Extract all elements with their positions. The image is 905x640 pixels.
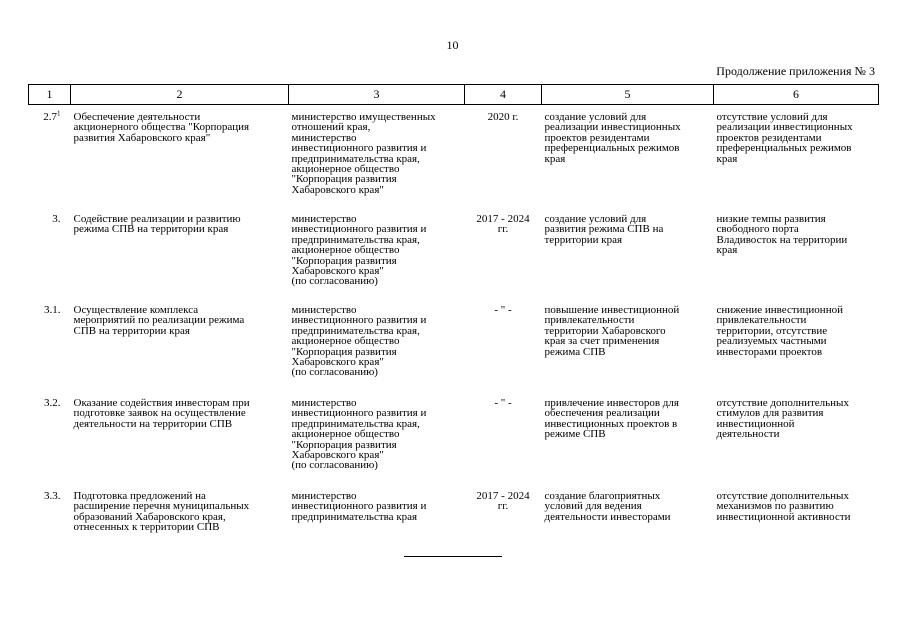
cell-text-line: акционерное общество bbox=[291, 428, 400, 441]
cell-number bbox=[29, 484, 71, 541]
table-row bbox=[29, 207, 879, 298]
cell-text-line: территории Хабаровского bbox=[544, 324, 666, 337]
cell-text-line: министерство имущественных bbox=[291, 111, 436, 123]
cell-text-line: Хабаровского края" bbox=[291, 449, 384, 462]
cell-text-line: 2017 - 2024 bbox=[476, 490, 530, 502]
cell-text-line: (по согласованию) bbox=[291, 275, 378, 288]
cell-text-line: преференциальных режимов bbox=[716, 142, 852, 155]
cell-text-line: отсутствие условий для bbox=[716, 111, 828, 123]
cell-risk bbox=[714, 298, 879, 391]
cell-text-line: отсутствие дополнительных bbox=[716, 397, 849, 409]
table-row bbox=[29, 298, 879, 391]
cell-executor bbox=[289, 298, 465, 391]
cell-text-line: Осуществление комплекса bbox=[73, 304, 199, 316]
row-number: 3.1. bbox=[44, 304, 61, 316]
cell-text-line: 2017 - 2024 bbox=[476, 213, 530, 225]
cell-text-line: министерство bbox=[291, 213, 357, 225]
continuation-title: Продолжение приложения № 3 bbox=[716, 64, 875, 78]
cell-result bbox=[542, 391, 714, 484]
row-number-superscript: 1 bbox=[57, 109, 61, 118]
cell-text-line: Подготовка предложений на bbox=[73, 490, 206, 502]
cell-risk bbox=[714, 105, 879, 208]
footnote-rule bbox=[404, 556, 502, 557]
cell-text-line: гг. bbox=[497, 500, 509, 513]
cell-result bbox=[542, 105, 714, 208]
cell-text-line: инвестиционной bbox=[716, 417, 795, 430]
cell-executor bbox=[289, 391, 465, 484]
table-row bbox=[29, 484, 879, 541]
cell-text-line: "Корпорация развития bbox=[291, 345, 397, 358]
cell-text-line: расширение перечня муниципальных bbox=[73, 500, 250, 513]
cell-text-line: развития режима СПВ на bbox=[544, 223, 664, 236]
cell-term bbox=[465, 105, 542, 208]
cell-text-line: - " - bbox=[494, 304, 512, 316]
column-header: 5 bbox=[542, 85, 714, 105]
cell-action bbox=[71, 207, 289, 298]
cell-risk bbox=[714, 484, 879, 541]
cell-text-line: предпринимательства края, bbox=[291, 324, 420, 337]
cell-action bbox=[71, 105, 289, 208]
row-number: 3.3. bbox=[44, 490, 61, 502]
cell-text-line: предпринимательства края, bbox=[291, 233, 420, 246]
cell-text-line: территории края bbox=[544, 233, 623, 246]
cell-text-line: предпринимательства края, bbox=[291, 417, 420, 430]
cell-term bbox=[465, 391, 542, 484]
cell-text-line: инвесторами проектов bbox=[716, 345, 823, 358]
cell-text-line: акционерного общества "Корпорация bbox=[73, 121, 250, 134]
cell-text-line: инвестиционного развития и bbox=[291, 314, 427, 327]
cell-text-line: Оказание содействия инвесторам при bbox=[73, 397, 250, 409]
cell-text-line: акционерное общество bbox=[291, 335, 400, 348]
cell-text-line: (по согласованию) bbox=[291, 459, 378, 472]
cell-result bbox=[542, 298, 714, 391]
column-header: 3 bbox=[289, 85, 465, 105]
cell-text-line: инвестиционного развития и bbox=[291, 500, 427, 513]
cell-text-line: деятельности на территории СПВ bbox=[73, 417, 233, 430]
cell-text-line: края bbox=[716, 244, 738, 257]
cell-executor bbox=[289, 105, 465, 208]
cell-executor bbox=[289, 484, 465, 541]
cell-text-line: "Корпорация развития bbox=[291, 438, 397, 451]
cell-text-line: развития Хабаровского края" bbox=[73, 131, 211, 144]
cell-text-line: мероприятий по реализации режима bbox=[73, 314, 245, 327]
cell-text-line: "Корпорация развития bbox=[291, 173, 397, 186]
cell-text-line: инвестиционного развития и bbox=[291, 223, 427, 236]
table-row bbox=[29, 105, 879, 208]
cell-text-line: режима СПВ bbox=[544, 345, 606, 358]
cell-text-line: привлечение инвесторов для bbox=[544, 397, 679, 409]
cell-text-line: инвестиционной активности bbox=[716, 510, 851, 523]
cell-text-line: привлекательности bbox=[544, 314, 635, 327]
cell-text-line: инвестиционного развития и bbox=[291, 142, 427, 155]
column-header: 4 bbox=[465, 85, 542, 105]
cell-text-line: отнесенных к территории СПВ bbox=[73, 521, 220, 534]
cell-term bbox=[465, 484, 542, 541]
cell-text-line: проектов резидентами bbox=[716, 131, 822, 144]
cell-text-line: Хабаровского края" bbox=[291, 183, 384, 196]
row-number: 2.7 bbox=[43, 111, 57, 123]
cell-text-line: министерство bbox=[291, 131, 357, 144]
cell-text-line: создание благоприятных bbox=[544, 490, 661, 502]
row-number: 3.2. bbox=[44, 397, 61, 409]
cell-text-line: акционерное общество bbox=[291, 244, 400, 257]
cell-text-line: инвестиционного развития и bbox=[291, 407, 427, 420]
cell-action bbox=[71, 484, 289, 541]
cell-text-line: края bbox=[716, 152, 738, 165]
cell-number bbox=[29, 207, 71, 298]
cell-text-line: образований Хабаровского края, bbox=[73, 510, 226, 523]
row-number: 3. bbox=[52, 213, 61, 225]
cell-text-line: обеспечения реализации bbox=[544, 407, 660, 420]
cell-text-line: условий для ведения bbox=[544, 500, 642, 513]
cell-text-line: подготовке заявок на осуществление bbox=[73, 407, 246, 420]
cell-text-line: деятельности инвесторами bbox=[544, 510, 671, 523]
cell-text-line: территории, отсутствие bbox=[716, 324, 828, 337]
cell-text-line: свободного порта bbox=[716, 223, 799, 236]
cell-text-line: деятельности bbox=[716, 428, 780, 441]
cell-text-line: низкие темпы развития bbox=[716, 213, 826, 225]
cell-text-line: "Корпорация развития bbox=[291, 254, 397, 267]
cell-text-line: Хабаровского края" bbox=[291, 265, 384, 278]
cell-term bbox=[465, 298, 542, 391]
cell-text-line: Владивосток на территории bbox=[716, 233, 848, 246]
cell-text-line: СПВ на территории края bbox=[73, 324, 190, 337]
cell-text-line: гг. bbox=[497, 223, 509, 236]
cell-text-line: - " - bbox=[494, 397, 512, 409]
cell-number bbox=[29, 298, 71, 391]
cell-text-line: снижение инвестиционной bbox=[716, 304, 843, 316]
cell-text-line: предпринимательства края, bbox=[291, 152, 420, 165]
cell-number bbox=[29, 105, 71, 208]
cell-text-line: (по согласованию) bbox=[291, 366, 378, 379]
table-row bbox=[29, 391, 879, 484]
cell-text-line: Содействие реализации и развитию bbox=[73, 213, 241, 225]
cell-text-line: края bbox=[544, 152, 566, 165]
cell-text-line: повышение инвестиционной bbox=[544, 304, 680, 316]
cell-text-line: 2020 г. bbox=[487, 111, 519, 123]
cell-text-line: Обеспечение деятельности bbox=[73, 111, 201, 123]
cell-text-line: механизмов по развитию bbox=[716, 500, 834, 513]
cell-text-line: привлекательности bbox=[716, 314, 807, 327]
cell-text-line: стимулов для развития bbox=[716, 407, 824, 420]
header-row bbox=[29, 85, 879, 105]
cell-text-line: Хабаровского края" bbox=[291, 356, 384, 369]
cell-text-line: проектов резидентами bbox=[544, 131, 650, 144]
cell-term bbox=[465, 207, 542, 298]
cell-action bbox=[71, 391, 289, 484]
column-header: 6 bbox=[714, 85, 879, 105]
cell-text-line: инвестиционных проектов в bbox=[544, 417, 678, 430]
cell-text-line: министерство bbox=[291, 304, 357, 316]
cell-text-line: создание условий для bbox=[544, 213, 647, 225]
cell-text-line: преференциальных режимов bbox=[544, 142, 680, 155]
cell-action bbox=[71, 298, 289, 391]
column-header: 1 bbox=[29, 85, 71, 105]
cell-text-line: реализации инвестиционных bbox=[716, 121, 853, 134]
cell-text-line: режима СПВ на территории края bbox=[73, 223, 229, 236]
page-number: 10 bbox=[446, 38, 459, 52]
cell-text-line: режиме СПВ bbox=[544, 428, 606, 441]
cell-number bbox=[29, 391, 71, 484]
cell-text-line: отсутствие дополнительных bbox=[716, 490, 849, 502]
cell-risk bbox=[714, 391, 879, 484]
cell-text-line: реализуемых частными bbox=[716, 335, 827, 348]
cell-text-line: министерство bbox=[291, 490, 357, 502]
cell-result bbox=[542, 207, 714, 298]
cell-risk bbox=[714, 207, 879, 298]
cell-text-line: министерство bbox=[291, 397, 357, 409]
cell-result bbox=[542, 484, 714, 541]
cell-text-line: реализации инвестиционных bbox=[544, 121, 681, 134]
cell-text-line: края за счет применения bbox=[544, 335, 660, 348]
cell-executor bbox=[289, 207, 465, 298]
cell-text-line: создание условий для bbox=[544, 111, 647, 123]
cell-text-line: отношений края, bbox=[291, 121, 371, 134]
cell-text-line: предпринимательства края bbox=[291, 510, 418, 523]
cell-text-line: акционерное общество bbox=[291, 163, 400, 176]
column-header: 2 bbox=[71, 85, 289, 105]
measures-table bbox=[28, 84, 879, 541]
